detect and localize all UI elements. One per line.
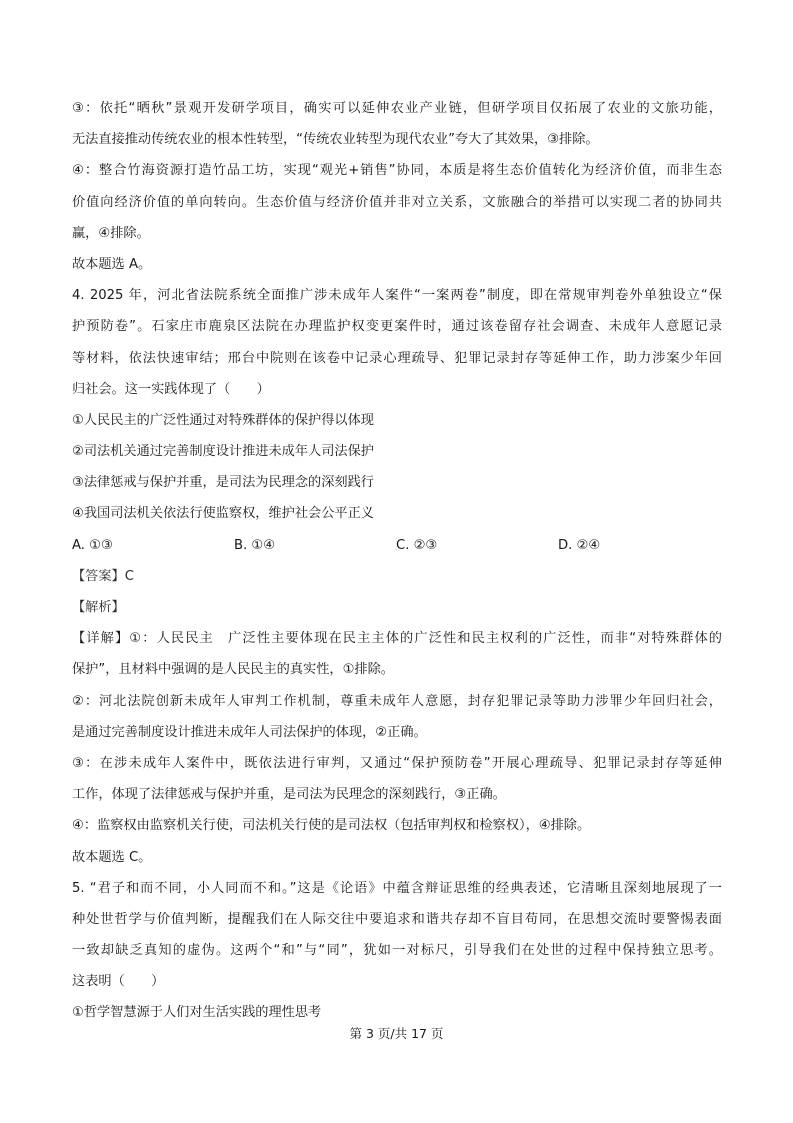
option-d: D. ②④ [558,537,601,553]
statement-3: ③法律惩戒与保护并重，是司法为民理念的深刻践行 [72,475,374,491]
answer-options [72,530,722,561]
page-number: 第 3 页/共 17 页 [349,1026,444,1041]
text-line: 归社会。这一实践体现了（ ） [72,381,270,397]
question-4-stem: 4. 2025 年，河北省法院系统全面推广涉未成年人案件“一案两卷”制度，即在常规审判卷外单独设立“保 [72,288,722,304]
answer-label: 【答案】C [72,568,134,584]
text-line: ③：在涉未成年人案件中，既依法进行审判，又通过“保护预防卷”开展心理疏导、犯罪记录封存等延伸 [72,755,722,771]
text-line: 工作，体现了法律惩戒与保护并重，是司法为民理念的深刻践行，③正确。 [72,787,506,803]
statement-4: ④我国司法机关依法行使监察权，维护社会公平正义 [72,506,374,522]
statement-2: ②司法机关通过完善制度设计推进未成年人司法保护 [72,444,374,460]
statement-1: ①哲学智慧源于人们对生活实践的理性思考 [72,1005,322,1021]
option-c: C. ②③ [396,537,438,553]
text-line: 一致却缺乏真知的虚伪。这两个“和”与“同”，犹如一对标尺，引导我们在处世的过程中保持独立思考。 [72,943,722,959]
page-content [72,93,722,1029]
option-b: B. ①④ [234,537,276,553]
text-line: 赢，④排除。 [72,225,150,241]
option-a: A. ①③ [72,537,113,553]
text-line: 保护”，且材料中强调的是人民民主的真实性，①排除。 [72,662,394,678]
text-line: ④：监察权由监察机关行使，司法机关行使的是司法权（包括审判权和检察权），④排除。 [72,818,591,834]
text-line: 价值向经济价值的单向转向。生态价值与经济价值并非对立关系，文旅融合的举措可以实现二者的协同共 [72,194,722,210]
text-line: ④：整合竹海资源打造竹品工坊，实现“观光+销售”协同，本质是将生态价值转化为经济价值，而非生态 [72,163,722,179]
statement-1: ①人民民主的广泛性通过对特殊群体的保护得以体现 [72,412,374,428]
text-line: 无法直接推动传统农业的根本性转型，“传统农业转型为现代农业”夸大了其效果，③排除。 [72,132,599,148]
text-line: 【详解】①：人民民主 广泛性主要体现在民主主体的广泛性和民主权利的广泛性，而非“对特殊群体的 [72,631,722,647]
text-line: 故本题选 C。 [72,849,152,865]
question-5-stem: 5. “君子和而不同，小人同而不和。”这是《论语》中蕴含辩证思维的经典表述，它清晰且深刻地展现了一 [72,880,722,896]
analysis-label: 【解析】 [72,600,125,615]
text-line: 是通过完善制度设计推进未成年人司法保护的体现，②正确。 [72,724,427,740]
text-line: ③：依托“晒秋”景观开发研学项目，确实可以延伸农业产业链，但研学项目仅拓展了农业的文旅功能， [72,101,722,116]
text-line: 这表明（ ） [72,974,165,990]
text-line: 种处世哲学与价值判断，提醒我们在人际交往中要追求和谐共存却不盲目苟同，在思想交流时要警惕表面 [72,911,722,927]
text-line: 等材料，依法快速审结；邢台中院则在该卷中记录心理疏导、犯罪记录封存等延伸工作，助力涉案少年回 [72,350,722,366]
text-line: ②：河北法院创新未成年人审判工作机制，尊重未成年人意愿，封存犯罪记录等助力涉罪少年回归社会， [72,693,722,709]
text-line: 故本题选 A。 [72,256,152,272]
text-line: 护预防卷”。石家庄市鹿泉区法院在办理监护权变更案件时，通过该卷留存社会调查、未成年人意愿记录 [72,319,722,335]
